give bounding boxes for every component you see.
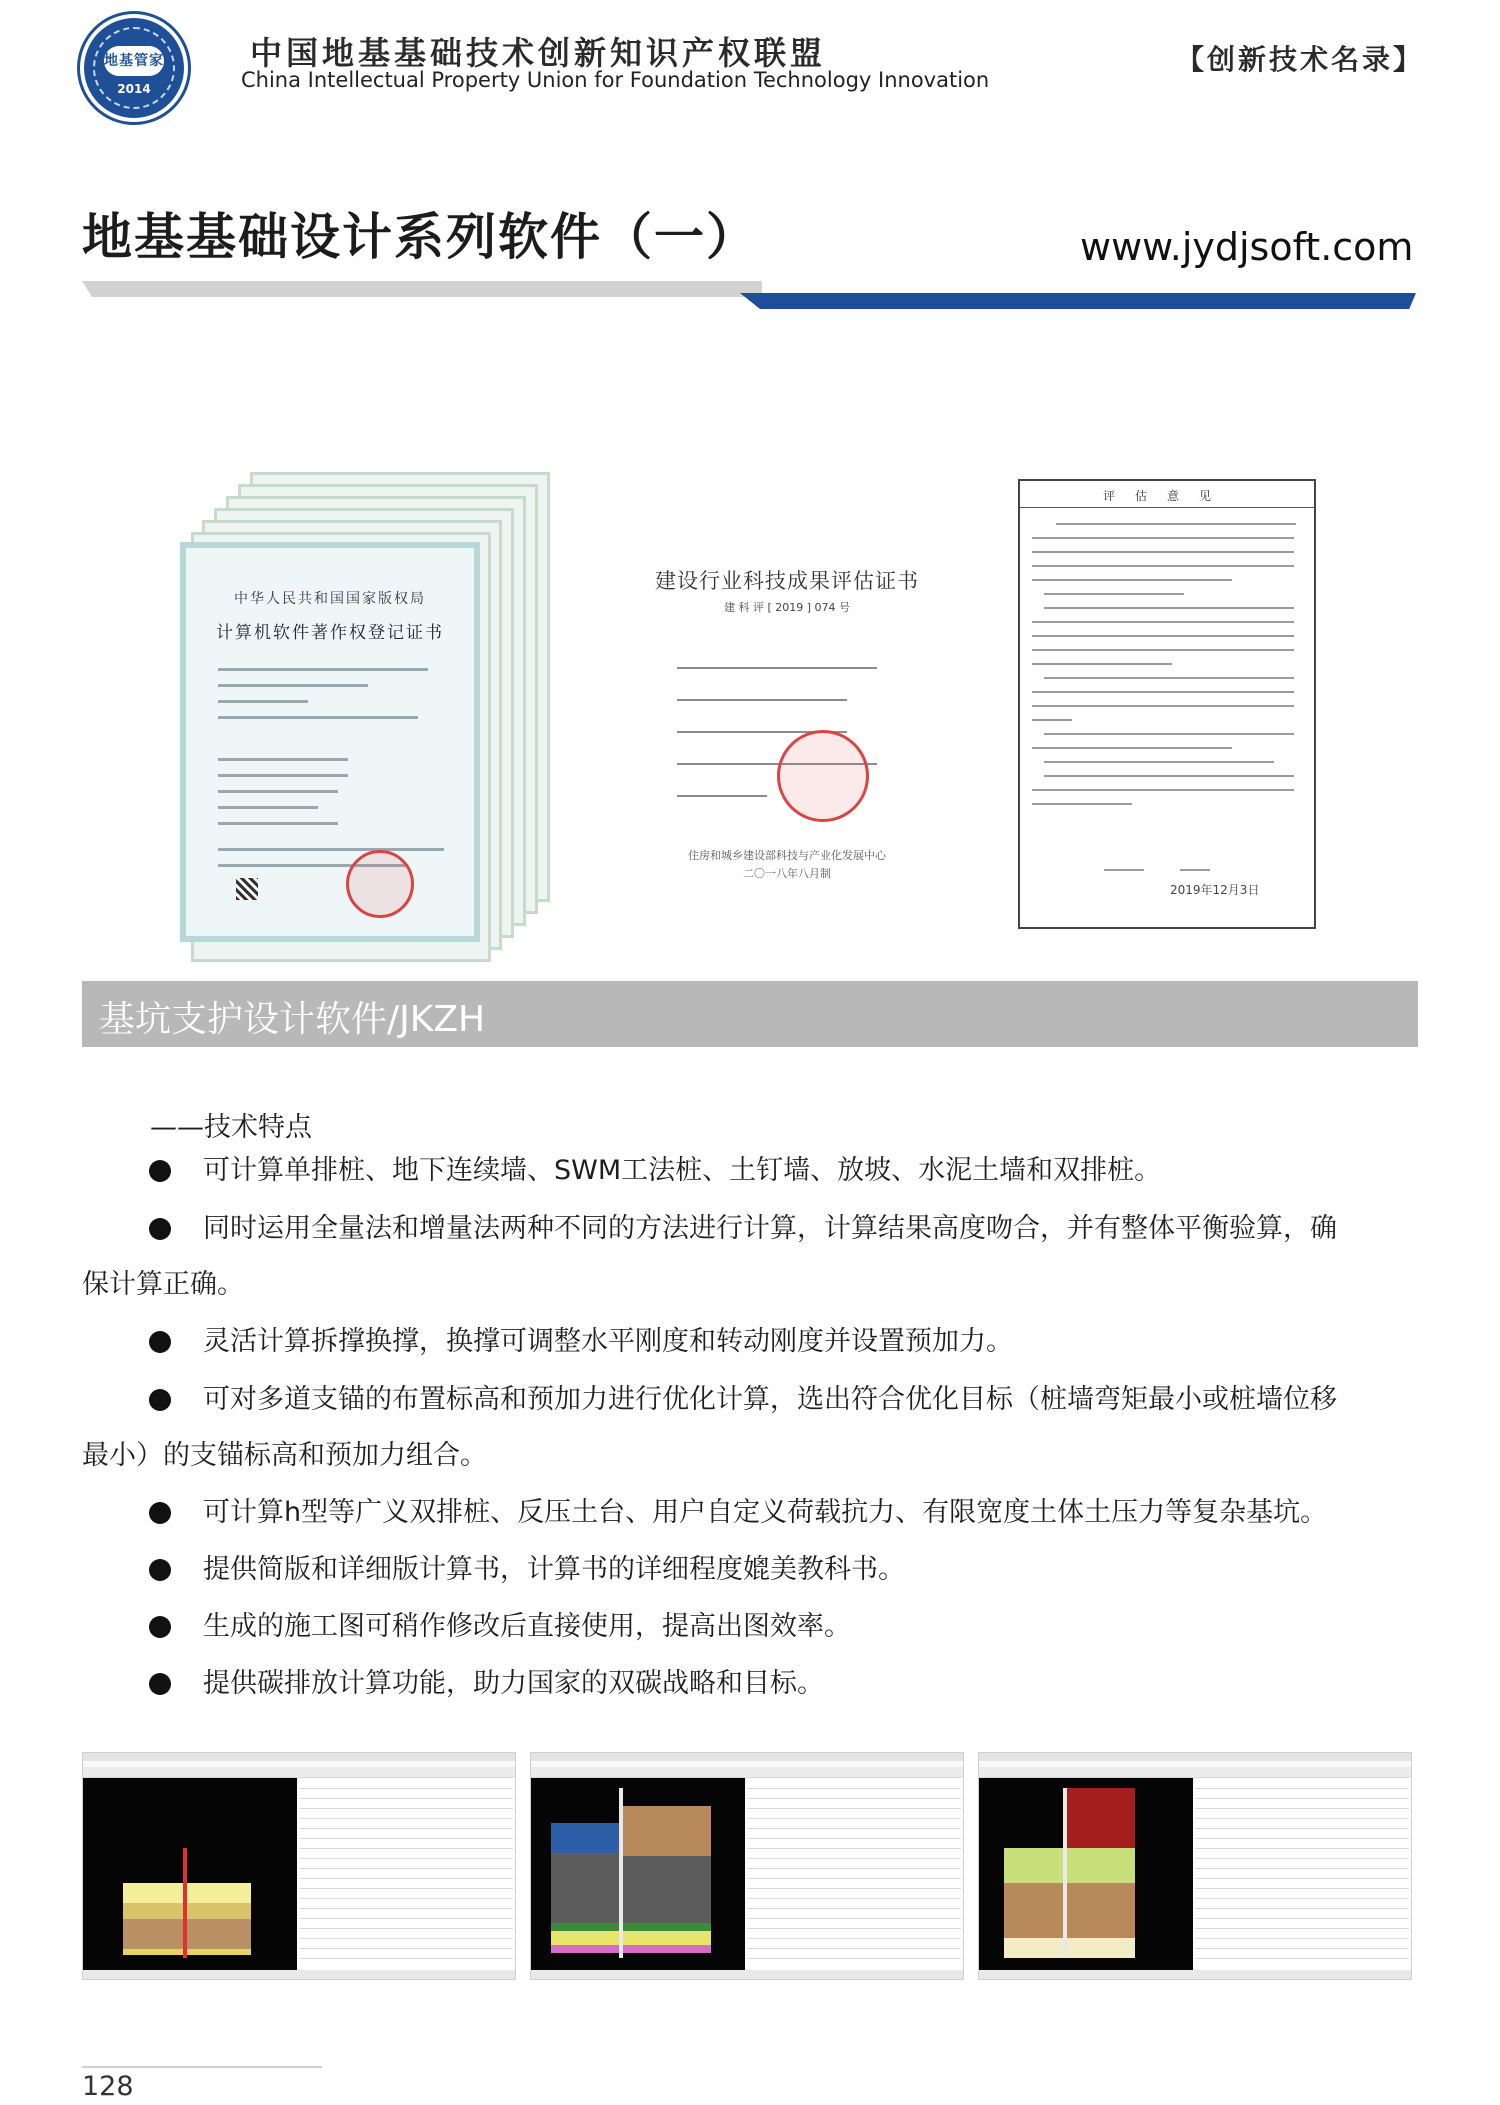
website-url[interactable]: www.jydjsoft.com: [1080, 225, 1414, 269]
table-row: [1195, 1818, 1409, 1819]
table-row: [747, 1828, 961, 1829]
bullet-icon: [149, 1331, 171, 1353]
evaluation-certificate-number: 建 科 评 [ 2019 ] 074 号: [723, 601, 851, 614]
logo-year: 2014: [117, 82, 151, 96]
table-row: [747, 1888, 961, 1889]
table-row: [299, 1958, 513, 1959]
jkzh-screen-2: [530, 1752, 964, 1980]
table-row: [747, 1858, 961, 1859]
feature-item-6: 提供简版和详细版计算书，计算书的详细程度媲美教科书。: [203, 1554, 905, 1585]
table-row: [299, 1888, 513, 1889]
certificate-text-line: [218, 774, 348, 777]
soil-layer: [551, 1823, 621, 1853]
soil-layer: [551, 1923, 711, 1931]
section-drawing-canvas: [531, 1778, 745, 1971]
soil-layer: [551, 1945, 711, 1953]
official-seal-icon: [346, 850, 414, 918]
table-row: [747, 1788, 961, 1789]
certificate-text-line: [218, 668, 428, 671]
retaining-pile: [183, 1848, 187, 1958]
opinion-text-line: [1032, 537, 1294, 539]
retaining-pile: [1063, 1788, 1067, 1958]
soil-layer: [1065, 1788, 1135, 1848]
table-row: [747, 1868, 961, 1869]
table-row: [1195, 1938, 1409, 1939]
table-row: [1195, 1878, 1409, 1879]
table-row: [747, 1838, 961, 1839]
table-row: [299, 1808, 513, 1809]
window-statusbar: [83, 1970, 515, 1979]
official-seal-icon: [777, 730, 869, 822]
table-row: [299, 1878, 513, 1879]
soil-layer: [1004, 1883, 1135, 1938]
page-number: 128: [82, 2071, 134, 2102]
table-row: [1195, 1928, 1409, 1929]
copyright-certificate-stack: [180, 472, 510, 932]
table-row: [299, 1868, 513, 1869]
logo-text: 地基管家: [104, 46, 164, 76]
table-row: [1195, 1858, 1409, 1859]
window-titlebar: [83, 1753, 515, 1761]
bullet-icon: [149, 1502, 171, 1524]
opinion-signature-date: 2019年12月3日: [1170, 883, 1260, 897]
table-row: [1195, 1848, 1409, 1849]
opinion-text-line: [1044, 677, 1294, 679]
parameter-table: [745, 1778, 963, 1971]
opinion-text-line: [1044, 593, 1184, 595]
feature-item-8: 提供碳排放计算功能，助力国家的双碳战略和目标。: [203, 1668, 824, 1699]
alliance-logo-icon: [80, 14, 188, 122]
table-row: [299, 1898, 513, 1899]
table-row: [299, 1908, 513, 1909]
evaluation-certificate-title: 建设行业科技成果评估证书: [655, 569, 919, 593]
window-titlebar: [979, 1753, 1411, 1761]
table-row: [747, 1948, 961, 1949]
table-row: [299, 1938, 513, 1939]
opinion-text-line: [1044, 607, 1294, 609]
certificate-text-line: [218, 822, 338, 825]
feature-item-2-cont: 保计算正确。: [82, 1269, 244, 1300]
certificate-text-line: [677, 795, 767, 797]
window-statusbar: [531, 1970, 963, 1979]
opinion-text-line: [1032, 719, 1072, 721]
opinion-text-line: [1044, 733, 1294, 735]
table-row: [747, 1938, 961, 1939]
evaluation-certificate: [637, 535, 937, 905]
table-row: [1195, 1908, 1409, 1909]
opinion-text-line: [1032, 803, 1132, 805]
retaining-pile: [619, 1788, 623, 1958]
soil-layer: [123, 1903, 251, 1919]
table-row: [1195, 1798, 1409, 1799]
opinion-heading: 评估意见: [1102, 489, 1231, 503]
table-row: [747, 1818, 961, 1819]
bullet-icon: [149, 1559, 171, 1581]
parameter-table: [1193, 1778, 1411, 1971]
certificate-text-line: [218, 716, 418, 719]
table-row: [1195, 1918, 1409, 1919]
opinion-text-line: [1032, 691, 1294, 693]
table-row: [747, 1798, 961, 1799]
table-row: [747, 1918, 961, 1919]
soil-layer: [551, 1853, 621, 1923]
opinion-text-line: [1056, 523, 1296, 525]
opinion-text-line: [1032, 747, 1232, 749]
table-row: [747, 1878, 961, 1879]
table-row: [299, 1838, 513, 1839]
window-toolbar: [979, 1767, 1411, 1778]
window-toolbar: [83, 1767, 515, 1778]
soil-layer: [551, 1931, 711, 1945]
table-row: [299, 1848, 513, 1849]
soil-layer: [123, 1949, 251, 1955]
table-row: [1195, 1888, 1409, 1889]
evaluation-date: 二〇一八年八月制: [743, 867, 831, 880]
qr-code-icon: [236, 878, 258, 900]
certificate-text-line: [218, 684, 368, 687]
table-row: [747, 1958, 961, 1959]
feature-item-1: 可计算单排桩、地下连续墙、SWM工法桩、土钉墙、放坡、水泥土墙和双排桩。: [203, 1155, 1162, 1186]
evaluation-opinion-page: [1018, 479, 1316, 929]
bullet-icon: [149, 1616, 171, 1638]
jkzh-screen-1: [82, 1752, 516, 1980]
page-title: 地基基础设计系列软件（一）: [82, 208, 758, 266]
opinion-text-line: [1032, 551, 1294, 553]
feature-item-5: 可计算h型等广义双排桩、反压土台、用户自定义荷载抗力、有限宽度土体土压力等复杂基坑。: [203, 1497, 1328, 1528]
table-row: [747, 1808, 961, 1809]
features-heading: ——技术特点: [150, 1112, 312, 1143]
feature-item-3: 灵活计算拆撑换撑，换撑可调整水平刚度和转动刚度并设置预加力。: [203, 1326, 1013, 1357]
certificate-text-line: [218, 806, 318, 809]
soil-layer: [621, 1856, 711, 1923]
title-underline-blue: [740, 293, 1416, 309]
table-row: [747, 1928, 961, 1929]
bullet-icon: [149, 1673, 171, 1695]
opinion-text-line: [1032, 649, 1294, 651]
table-row: [1195, 1948, 1409, 1949]
title-underline-grey: [82, 281, 762, 297]
table-row: [299, 1828, 513, 1829]
opinion-text-line: [1032, 565, 1294, 567]
table-row: [299, 1928, 513, 1929]
certificate-title: 计算机软件著作权登记证书: [216, 623, 444, 643]
window-titlebar: [531, 1753, 963, 1761]
table-row: [1195, 1828, 1409, 1829]
opinion-text-line: [1044, 761, 1274, 763]
soil-layer: [123, 1919, 251, 1949]
opinion-rule: [1020, 507, 1314, 508]
table-row: [299, 1918, 513, 1919]
section-drawing-canvas: [979, 1778, 1193, 1971]
section-title: 基坑支护设计软件/JKZH: [99, 999, 486, 1040]
table-row: [1195, 1788, 1409, 1789]
org-name-cn: 中国地基基础技术创新知识产权联盟: [250, 34, 827, 72]
certificate-text-line: [677, 667, 877, 669]
opinion-text-line: [1180, 869, 1210, 871]
soil-layer: [621, 1806, 711, 1856]
bullet-icon: [149, 1218, 171, 1240]
certificate-text-line: [218, 790, 338, 793]
table-row: [299, 1858, 513, 1859]
opinion-text-line: [1032, 635, 1294, 637]
opinion-text-line: [1044, 775, 1294, 777]
feature-item-2: 同时运用全量法和增量法两种不同的方法进行计算，计算结果高度吻合，并有整体平衡验算，确: [203, 1213, 1337, 1244]
certificate-text-line: [218, 700, 308, 703]
opinion-text-line: [1104, 869, 1144, 871]
soil-layer: [123, 1883, 251, 1903]
feature-item-4-cont: 最小）的支锚标高和预加力组合。: [82, 1440, 487, 1471]
table-row: [299, 1948, 513, 1949]
section-drawing-canvas: [83, 1778, 297, 1971]
table-row: [747, 1848, 961, 1849]
table-row: [1195, 1898, 1409, 1899]
soil-layer: [1004, 1848, 1135, 1883]
footer-rule: [82, 2066, 322, 2068]
jkzh-screen-3: [978, 1752, 1412, 1980]
opinion-text-line: [1032, 621, 1294, 623]
soil-layer: [1004, 1938, 1135, 1958]
window-statusbar: [979, 1970, 1411, 1979]
window-toolbar: [531, 1767, 963, 1778]
evaluation-issuer: 住房和城乡建设部科技与产业化发展中心: [688, 849, 886, 862]
table-row: [747, 1908, 961, 1909]
table-row: [1195, 1868, 1409, 1869]
org-name-en: China Intellectual Property Union for Foundation Technology Innovation: [241, 68, 990, 92]
catalog-tag: 【创新技术名录】: [1176, 43, 1425, 76]
certificate-text-line: [677, 699, 847, 701]
feature-item-4: 可对多道支锚的布置标高和预加力进行优化计算，选出符合优化目标（桩墙弯矩最小或桩墙位移: [203, 1384, 1337, 1415]
certificate-text-line: [218, 848, 444, 851]
table-row: [1195, 1808, 1409, 1809]
feature-item-7: 生成的施工图可稍作修改后直接使用，提高出图效率。: [203, 1611, 851, 1642]
table-row: [299, 1818, 513, 1819]
opinion-text-line: [1032, 579, 1232, 581]
table-row: [1195, 1838, 1409, 1839]
table-row: [747, 1898, 961, 1899]
table-row: [1195, 1958, 1409, 1959]
opinion-text-line: [1032, 663, 1172, 665]
table-row: [299, 1798, 513, 1799]
bullet-icon: [149, 1160, 171, 1182]
opinion-text-line: [1032, 789, 1294, 791]
bullet-icon: [149, 1389, 171, 1411]
certificate-text-line: [218, 758, 348, 761]
opinion-text-line: [1032, 705, 1294, 707]
table-row: [299, 1788, 513, 1789]
parameter-table: [297, 1778, 515, 1971]
copyright-certificate: [180, 542, 480, 942]
certificate-authority: 中华人民共和国国家版权局: [234, 591, 426, 607]
